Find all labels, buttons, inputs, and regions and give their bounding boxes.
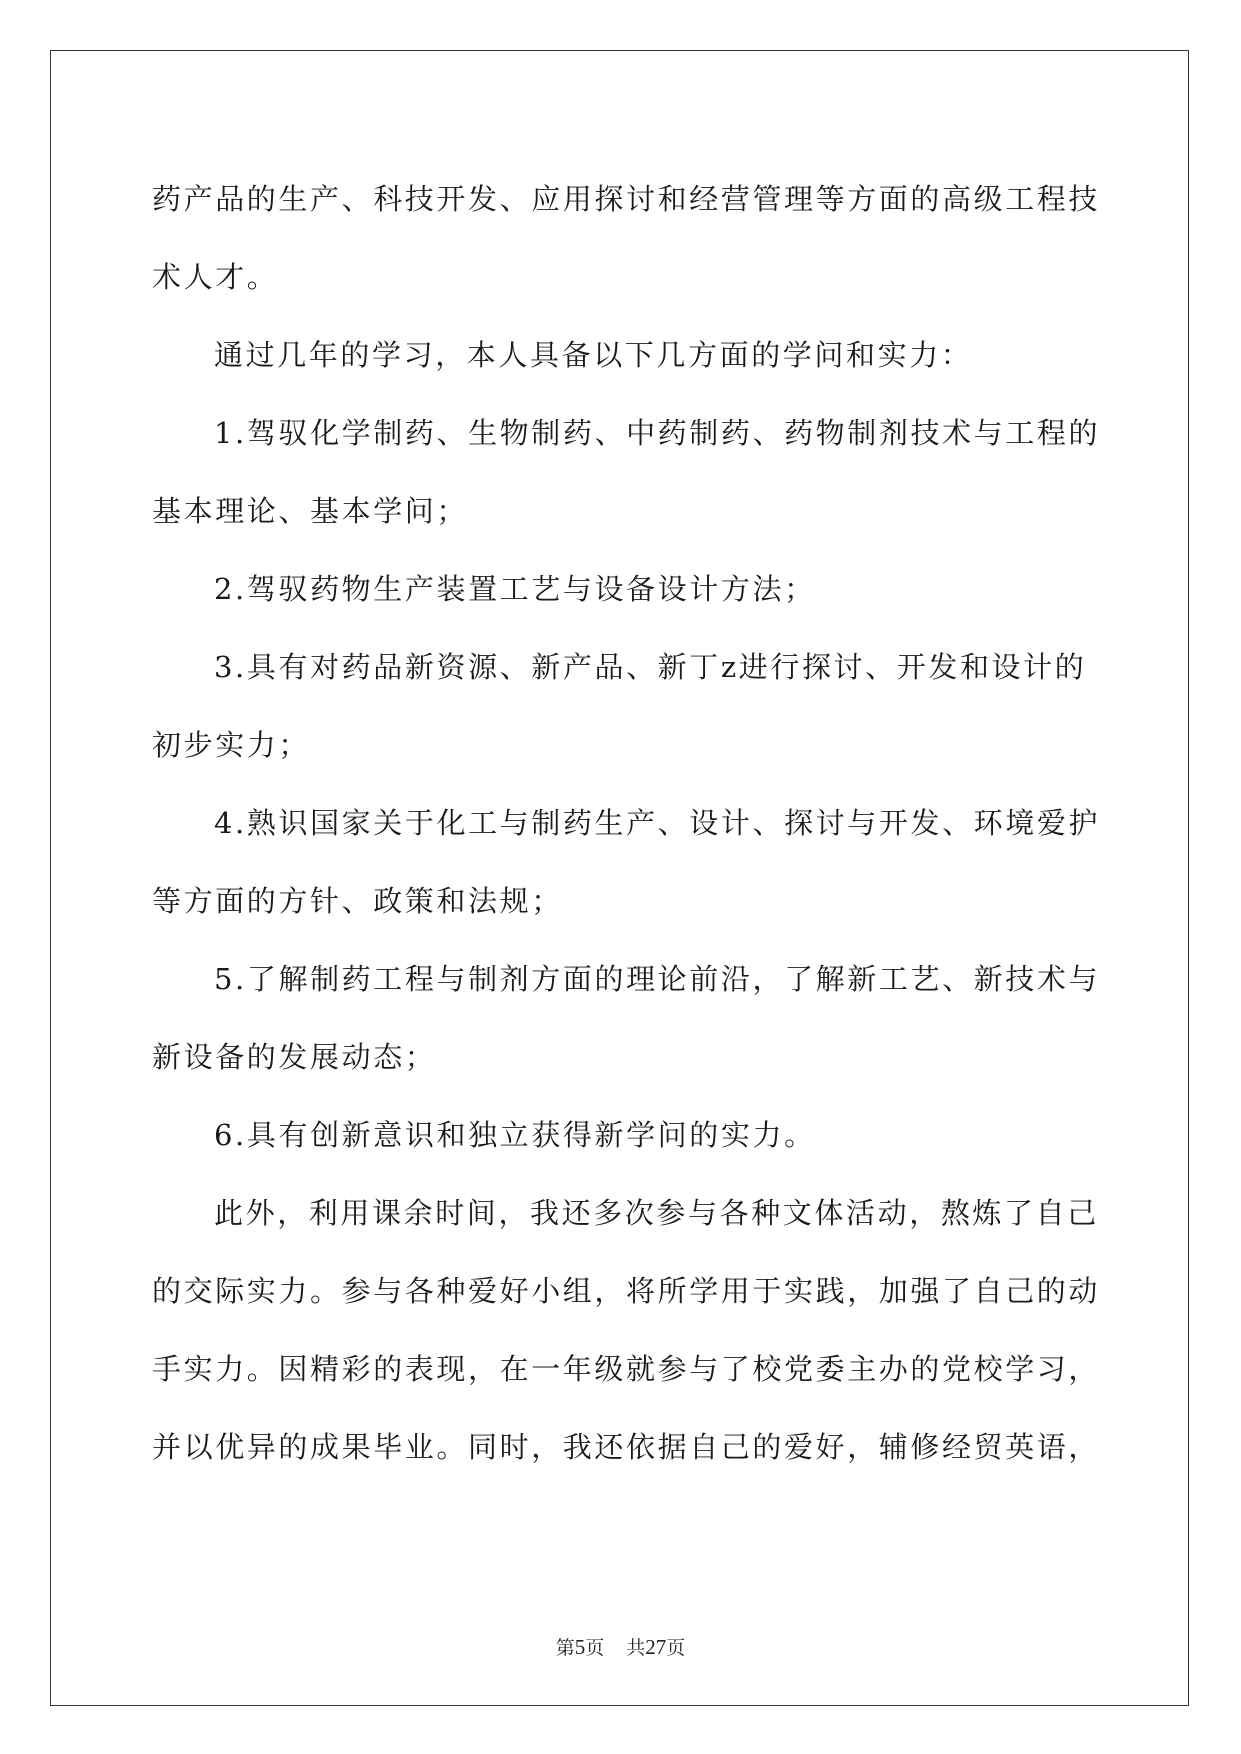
page-suffix: 页: [585, 1637, 605, 1659]
text-line: 并以优异的成果毕业。同时，我还依据自己的爱好，辅修经贸英语，: [152, 1430, 1101, 1464]
text-line: 手实力。因精彩的表现，在一年级就参与了校党委主办的党校学习，: [152, 1352, 1101, 1386]
text-line: 此外，利用课余时间，我还多次参与各种文体活动，熬炼了自己: [214, 1196, 1099, 1230]
text-line: 等方面的方针、政策和法规；: [152, 884, 563, 918]
text-line: 通过几年的学习，本人具备以下几方面的学问和实力：: [214, 338, 973, 372]
text-line: 4.熟识国家关于化工与制药生产、设计、探讨与开发、环境爱护: [214, 806, 1101, 840]
text-line: 基本理论、基本学问；: [152, 494, 469, 528]
text-line: 6.具有创新意识和独立获得新学问的实力。: [214, 1118, 816, 1152]
total-suffix: 页: [666, 1637, 686, 1659]
total-pages: 27: [645, 1635, 667, 1659]
text-line: 药产品的生产、科技开发、应用探讨和经营管理等方面的高级工程技: [152, 182, 1101, 216]
document-body: [152, 160, 1101, 1486]
text-line: 1.驾驭化学制药、生物制药、中药制药、药物制剂技术与工程的: [214, 416, 1101, 450]
page-footer: [0, 1633, 1241, 1660]
text-line: 初步实力；: [152, 728, 311, 762]
text-line: 5.了解制药工程与制剂方面的理论前沿，了解新工艺、新技术与: [214, 962, 1101, 996]
page-number: 5: [574, 1635, 586, 1659]
text-line: 的交际实力。参与各种爱好小组，将所学用于实践，加强了自己的动: [152, 1274, 1101, 1308]
text-line: 术人才。: [152, 260, 279, 294]
text-line: 3.具有对药品新资源、新产品、新丁z进行探讨、开发和设计的: [214, 650, 1087, 684]
text-line: 2.驾驭药物生产装置工艺与设备设计方法；: [214, 572, 816, 606]
text-line: 新设备的发展动态；: [152, 1040, 437, 1074]
page-prefix: 第: [555, 1637, 575, 1659]
total-prefix: 共: [626, 1637, 646, 1659]
